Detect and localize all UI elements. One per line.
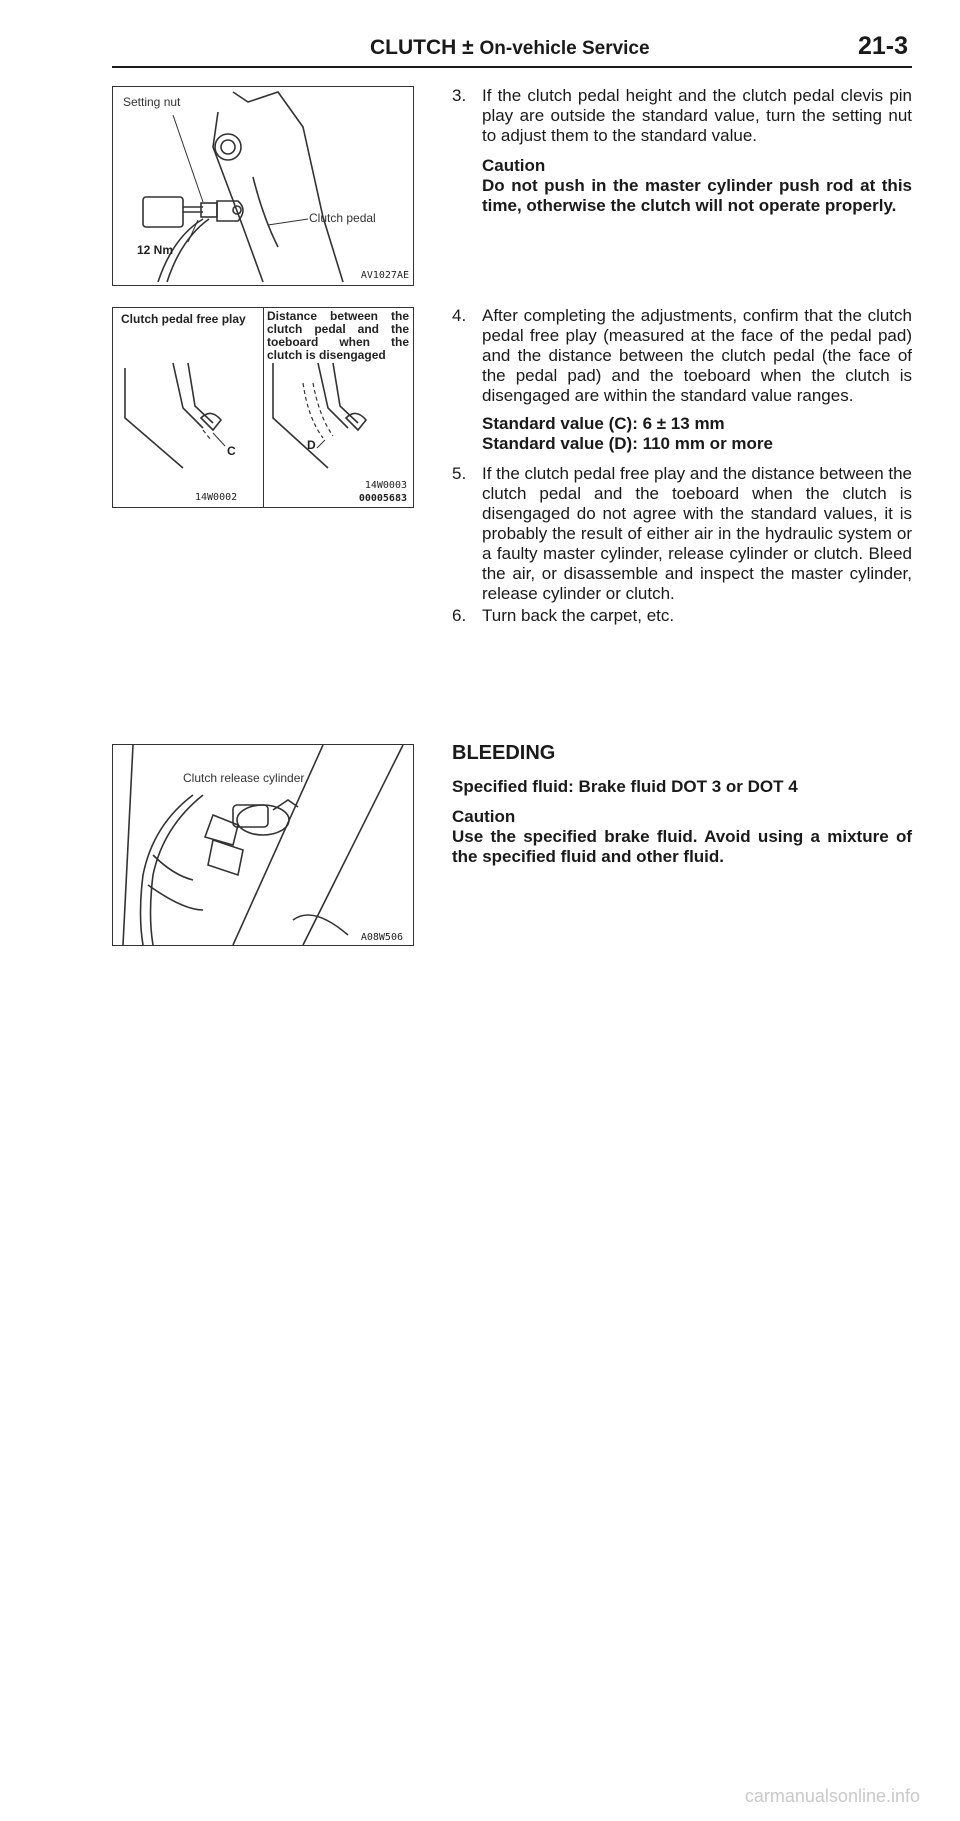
figure-release-cylinder xyxy=(112,744,414,946)
figure-setting-nut xyxy=(112,86,414,286)
caption-free-play: Clutch pedal free play xyxy=(121,312,246,326)
step-number: 3. xyxy=(452,86,467,105)
step-text: Turn back the carpet, etc. xyxy=(482,606,675,625)
caution-text: Use the specified brake fluid. Avoid using a mixture of the specified fluid and other fluid. xyxy=(452,827,912,866)
figure-free-play xyxy=(112,307,414,508)
caution-heading: Caution xyxy=(482,156,546,175)
step-number: 4. xyxy=(452,306,467,325)
figure-code-bottom: 00005683 xyxy=(358,493,407,504)
caution-text: Do not push in the master cylinder push rod at this time, otherwise the clutch will not operate properly. xyxy=(482,176,912,215)
figure-code: A08W506 xyxy=(360,932,403,943)
figure-code-right: 14W0003 xyxy=(364,480,407,491)
step-5 xyxy=(452,464,912,604)
label-c: C xyxy=(227,444,236,458)
step-3-caution xyxy=(452,156,912,216)
step-number: 6. xyxy=(452,606,467,625)
step-6 xyxy=(452,606,912,626)
step-3 xyxy=(452,86,912,146)
step-3-block xyxy=(452,86,912,216)
label-torque: 12 Nm xyxy=(137,243,174,257)
label-d: D xyxy=(307,438,316,452)
label-setting-nut: Setting nut xyxy=(123,95,181,109)
step-4 xyxy=(452,306,912,406)
specified-fluid: Specified fluid: Brake fluid DOT 3 or DOT 4 xyxy=(452,777,798,796)
header-divider xyxy=(112,66,912,68)
header-subtitle: On-vehicle Service xyxy=(479,38,650,59)
page-number: 21-3 xyxy=(857,32,908,60)
figure-code: AV1027AE xyxy=(360,270,409,281)
step-text: If the clutch pedal free play and the distance between the clutch pedal and the toeboard when the clutch is disengaged do not agree with the standard values, it is probably the result of either air in the hydraulic system or a faulty master cylinder, release cylinder or clutch. Bleed the air, or disassemble and inspect the master cylinder, release cylinder or clutch. xyxy=(482,464,913,603)
label-release-cylinder: Clutch release cylinder xyxy=(183,771,305,785)
header-title: CLUTCH ± xyxy=(370,36,474,59)
figure-code-left: 14W0002 xyxy=(195,492,238,503)
free-play-illustration xyxy=(113,308,413,507)
footer-watermark: carmanualsonline.info xyxy=(744,1786,920,1806)
standard-values xyxy=(452,414,912,454)
caution-heading: Caution xyxy=(452,807,516,826)
label-clutch-pedal: Clutch pedal xyxy=(309,211,376,225)
steps-4-6-block xyxy=(452,306,912,636)
step-text: If the clutch pedal height and the clutch pedal clevis pin play are outside the standard value, turn the setting nut to adjust them to the standard value. xyxy=(482,86,912,145)
standard-value-c: Standard value (C): 6 ± 13 mm xyxy=(482,414,725,433)
step-number: 5. xyxy=(452,464,467,483)
section-heading-bleeding: BLEEDING xyxy=(452,742,556,764)
page-title xyxy=(370,36,650,60)
step-text: After completing the adjustments, confirm that the clutch pedal free play (measured at the face of the pedal pad) and the distance between the clutch pedal (the face of the pedal pad) and the toeboard when the clutch is disengaged are within the standard value ranges. xyxy=(482,306,912,405)
standard-value-d: Standard value (D): 110 mm or more xyxy=(482,434,773,453)
caption-toeboard-distance: Distance between the clutch pedal and the toeboard when the clutch is disengaged xyxy=(267,309,409,362)
bleeding-section xyxy=(452,743,912,867)
